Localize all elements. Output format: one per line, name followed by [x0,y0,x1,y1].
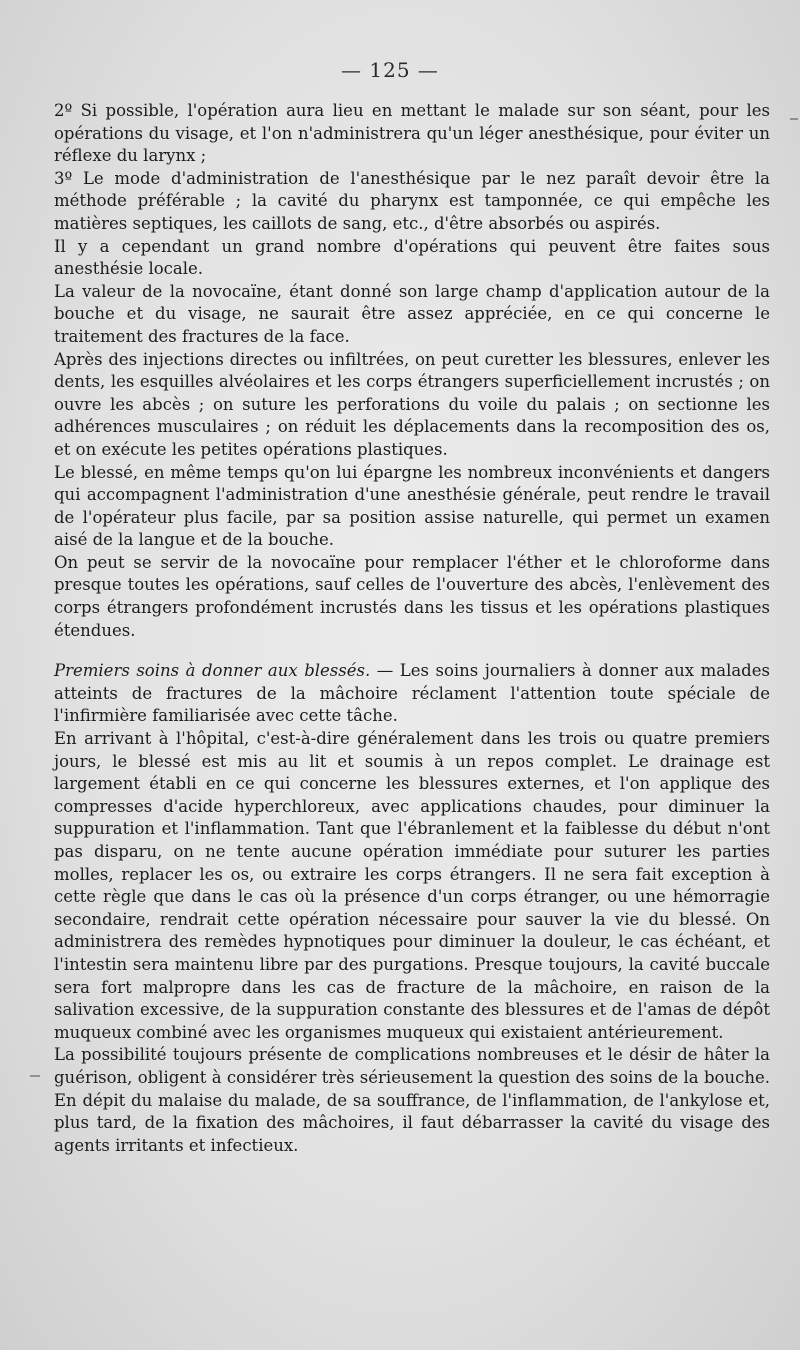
margin-mark [30,1075,40,1077]
paragraph: Le blessé, en même temps qu'on lui épargne les nombreux inconvénients et dangers qui accompagnent l'administration d'une anesthésie générale, peut rendre le travail de l'opérateur plus facile, par sa position assise naturelle, qui permet un examen aisé de la langue et de la bouche. [54,462,770,550]
section-text: — Les soins journaliers à donner aux malades atteints de fractures de la mâchoire réclament l'attention toute spéciale de l'infirmière familiarisée avec cette tâche. [54,661,770,726]
margin-mark [790,118,798,120]
paragraph: En arrivant à l'hôpital, c'est-à-dire généralement dans les trois ou quatre premiers jours, le blessé est mis au lit et soumis à un repos complet. Le drainage est largement établi en ce qui concerne les blessures externes, et l'on applique des compresses d'acide hyperchloreux, avec applications chaudes, pour diminuer la suppuration et l'inflammation. Tant que l'ébranlement et la faiblesse du début n'ont pas disparu, on ne tente aucune opération immédiate pour suturer les parties molles, replacer les os, ou extraire les corps étrangers. Il ne sera fait exception à cette règle que dans le cas où la présence d'un corps étranger, ou une hémorragie secondaire, rendrait cette opération nécessaire pour sauver la vie du blessé. On administrera des remèdes hypnotiques pour diminuer la douleur, le cas échéant, et l'intestin sera maintenu libre par des purgations. Presque toujours, la cavité buccale sera fort malpropre dans les cas de fracture de la mâchoire, en raison de la salivation excessive, de la suppuration constante des blessures et de l'amas de dépôt muqueux combiné avec les organismes muqueux qui existaient antérieurement. [54,729,770,1042]
paragraph: La possibilité toujours présente de complications nombreuses et le désir de hâter la guérison, obligent à considérer très sérieusement la question des soins de la bouche. En dépit du malaise du malade, de sa souffrance, de l'inflammation, de l'ankylose et, plus tard, de la fixation des mâchoires, il faut débarrasser la cavité du visage des agents irritants et infectieux. [54,1045,770,1155]
paragraph: On peut se servir de la novocaïne pour remplacer l'éther et le chloroforme dans presque toutes les opérations, sauf celles de l'ouverture des abcès, l'enlèvement des corps étrangers profondément incrustés dans les tissus et les opérations plastiques étendues. [54,552,770,640]
paragraph: 2º Si possible, l'opération aura lieu en mettant le malade sur son séant, pour les opérations du visage, et l'on n'administrera qu'un léger anesthésique, pour éviter un réflexe du larynx ; [54,101,770,166]
section-paragraph [54,660,770,728]
paragraph: La valeur de la novocaïne, étant donné son large champ d'application autour de la bouche et du visage, ne saurait être assez appréciée, en ce qui concerne le traitement des fractures de la face. [54,281,770,346]
paragraph: 3º Le mode d'administration de l'anesthésique par le nez paraît devoir être la méthode préférable ; la cavité du pharynx est tamponnée, ce qui empêche les matières septiques, les caillots de sang, etc., d'être absorbés ou aspirés. [54,168,770,233]
page-number: — 125 — [341,58,439,82]
section-heading: Premiers soins à donner aux blessés. [54,661,371,681]
body-text [54,100,770,1157]
paragraph: Il y a cependant un grand nombre d'opérations qui peuvent être faites sous anesthésie locale. [54,236,770,279]
paragraph: Après des injections directes ou infiltrées, on peut curetter les blessures, enlever les dents, les esquilles alvéolaires et les corps étrangers superficiellement incrustés ; on ouvre les abcès ; on suture les perforations du voile du palais ; on sectionne les adhérences musculaires ; on réduit les déplacements dans la recomposition des os, et on exécute les petites opérations plastiques. [54,349,770,459]
